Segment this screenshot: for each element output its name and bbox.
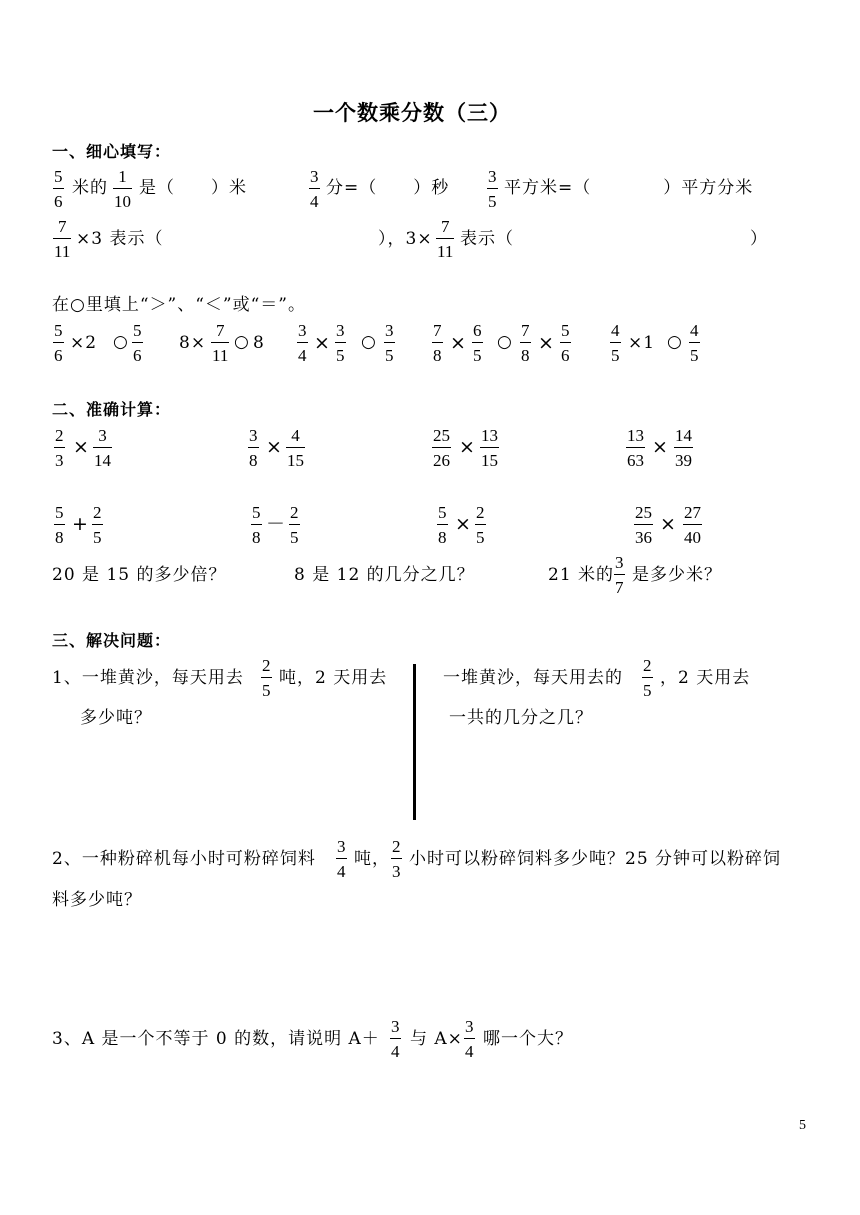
compare-circle[interactable]: ○ [234, 332, 249, 352]
fraction: 3 4 [465, 1017, 474, 1061]
operator: × [73, 436, 89, 458]
text: 8 [253, 333, 265, 353]
text: 哪一个大？ [483, 1029, 573, 1049]
problem-text: 1、一堆黄沙，每天用去 [52, 668, 244, 688]
text: ×2 [70, 333, 98, 353]
fraction: 14 39 [675, 426, 692, 470]
text: 与 A× [410, 1029, 463, 1049]
fraction: 5 8 [438, 503, 447, 547]
operator: × [652, 436, 668, 458]
fraction: 5 8 [55, 503, 64, 547]
compare-circle[interactable]: ○ [113, 332, 128, 352]
fraction: 3 5 [336, 321, 345, 365]
text: 一共的几分之几？ [449, 708, 593, 728]
text: 是多少米？ [632, 565, 722, 585]
fraction: 7 8 [521, 321, 530, 365]
fraction: 5 6 [54, 167, 63, 211]
fraction: 2 3 [392, 837, 401, 881]
fraction: 3 4 [391, 1017, 400, 1061]
fraction: 13 15 [481, 426, 498, 470]
operator: × [314, 332, 330, 354]
operator: × [459, 436, 475, 458]
fraction: 13 63 [627, 426, 644, 470]
fraction: 25 36 [635, 503, 652, 547]
compare-instruction: 在○里填上“＞”、“＜”或“＝”。 [52, 295, 306, 315]
fraction: 5 6 [561, 321, 570, 365]
text: 吨，2 天用去 [279, 668, 388, 688]
fraction: 3 7 [615, 553, 624, 597]
fraction: 7 8 [433, 321, 442, 365]
fraction: 7 11 [212, 321, 229, 365]
word-question: 21 米的 [548, 565, 615, 585]
fraction: 3 8 [249, 426, 258, 470]
operator: × [538, 332, 554, 354]
fraction: 2 3 [55, 426, 64, 470]
fraction: 4 5 [611, 321, 620, 365]
problem-text: 一堆黄沙，每天用去的 [443, 668, 623, 688]
compare-circle[interactable]: ○ [361, 332, 376, 352]
word-question: 8 是 12 的几分之几？ [294, 565, 475, 585]
problem-text: 3、A 是一个不等于 0 的数，请说明 A＋ [52, 1029, 380, 1049]
compare-circle[interactable]: ○ [667, 332, 682, 352]
fraction: 2 5 [290, 503, 299, 547]
section-heading-1: 一、细心填写： [52, 142, 172, 161]
section-heading-3: 三、解决问题： [52, 631, 172, 650]
fraction: 3 5 [385, 321, 394, 365]
compare-circle[interactable]: ○ [497, 332, 512, 352]
fraction: 3 4 [310, 167, 319, 211]
fraction: 3 14 [94, 426, 111, 470]
fraction: 3 4 [298, 321, 307, 365]
operator: × [266, 436, 282, 458]
fraction: 1 10 [114, 167, 131, 211]
text: 是（ ）米 [139, 178, 247, 198]
fraction: 5 6 [133, 321, 142, 365]
fraction: 3 4 [337, 837, 346, 881]
text: 多少吨？ [80, 708, 152, 728]
operator: + [72, 513, 88, 535]
text: ，2 天用去 [660, 668, 751, 688]
fraction: 3 5 [488, 167, 497, 211]
text: ），3× [378, 229, 433, 249]
text: 吨， [354, 849, 390, 869]
fraction: 5 8 [252, 503, 261, 547]
text: 料多少吨？ [52, 890, 142, 910]
section-heading-2: 二、准确计算： [52, 400, 172, 419]
fraction: 7 11 [437, 217, 454, 261]
fraction: 2 5 [262, 656, 271, 700]
fraction: 4 15 [287, 426, 304, 470]
text: 8× [179, 333, 207, 353]
operator: × [455, 513, 471, 535]
operator: － [266, 513, 286, 535]
text: 平方米=（ ）平方分米 [504, 178, 754, 198]
text: 小时可以粉碎饲料多少吨？25 分钟可以粉碎饲 [409, 849, 782, 869]
word-question: 20 是 15 的多少倍？ [52, 565, 227, 585]
fraction: 7 11 [54, 217, 71, 261]
text: 分=（ ）秒 [326, 178, 450, 198]
page-number: 5 [799, 1118, 806, 1133]
problem-text: 2、一种粉碎机每小时可粉碎饲料 [52, 849, 316, 869]
fraction: 2 5 [476, 503, 485, 547]
fraction: 2 5 [643, 656, 652, 700]
fraction: 2 5 [93, 503, 102, 547]
fraction: 4 5 [690, 321, 699, 365]
vertical-divider [413, 664, 416, 820]
fraction: 27 40 [684, 503, 701, 547]
text: 表示（ [460, 229, 514, 249]
page-title: 一个数乘分数（三） [313, 101, 511, 125]
fraction: 5 6 [54, 321, 63, 365]
text: ） [750, 229, 768, 249]
fraction: 6 5 [473, 321, 482, 365]
operator: × [450, 332, 466, 354]
text: 米的 [72, 178, 108, 198]
fraction: 25 26 [433, 426, 450, 470]
text: ×3 表示（ [76, 229, 164, 249]
text: ×1 [628, 333, 656, 353]
operator: × [660, 513, 676, 535]
